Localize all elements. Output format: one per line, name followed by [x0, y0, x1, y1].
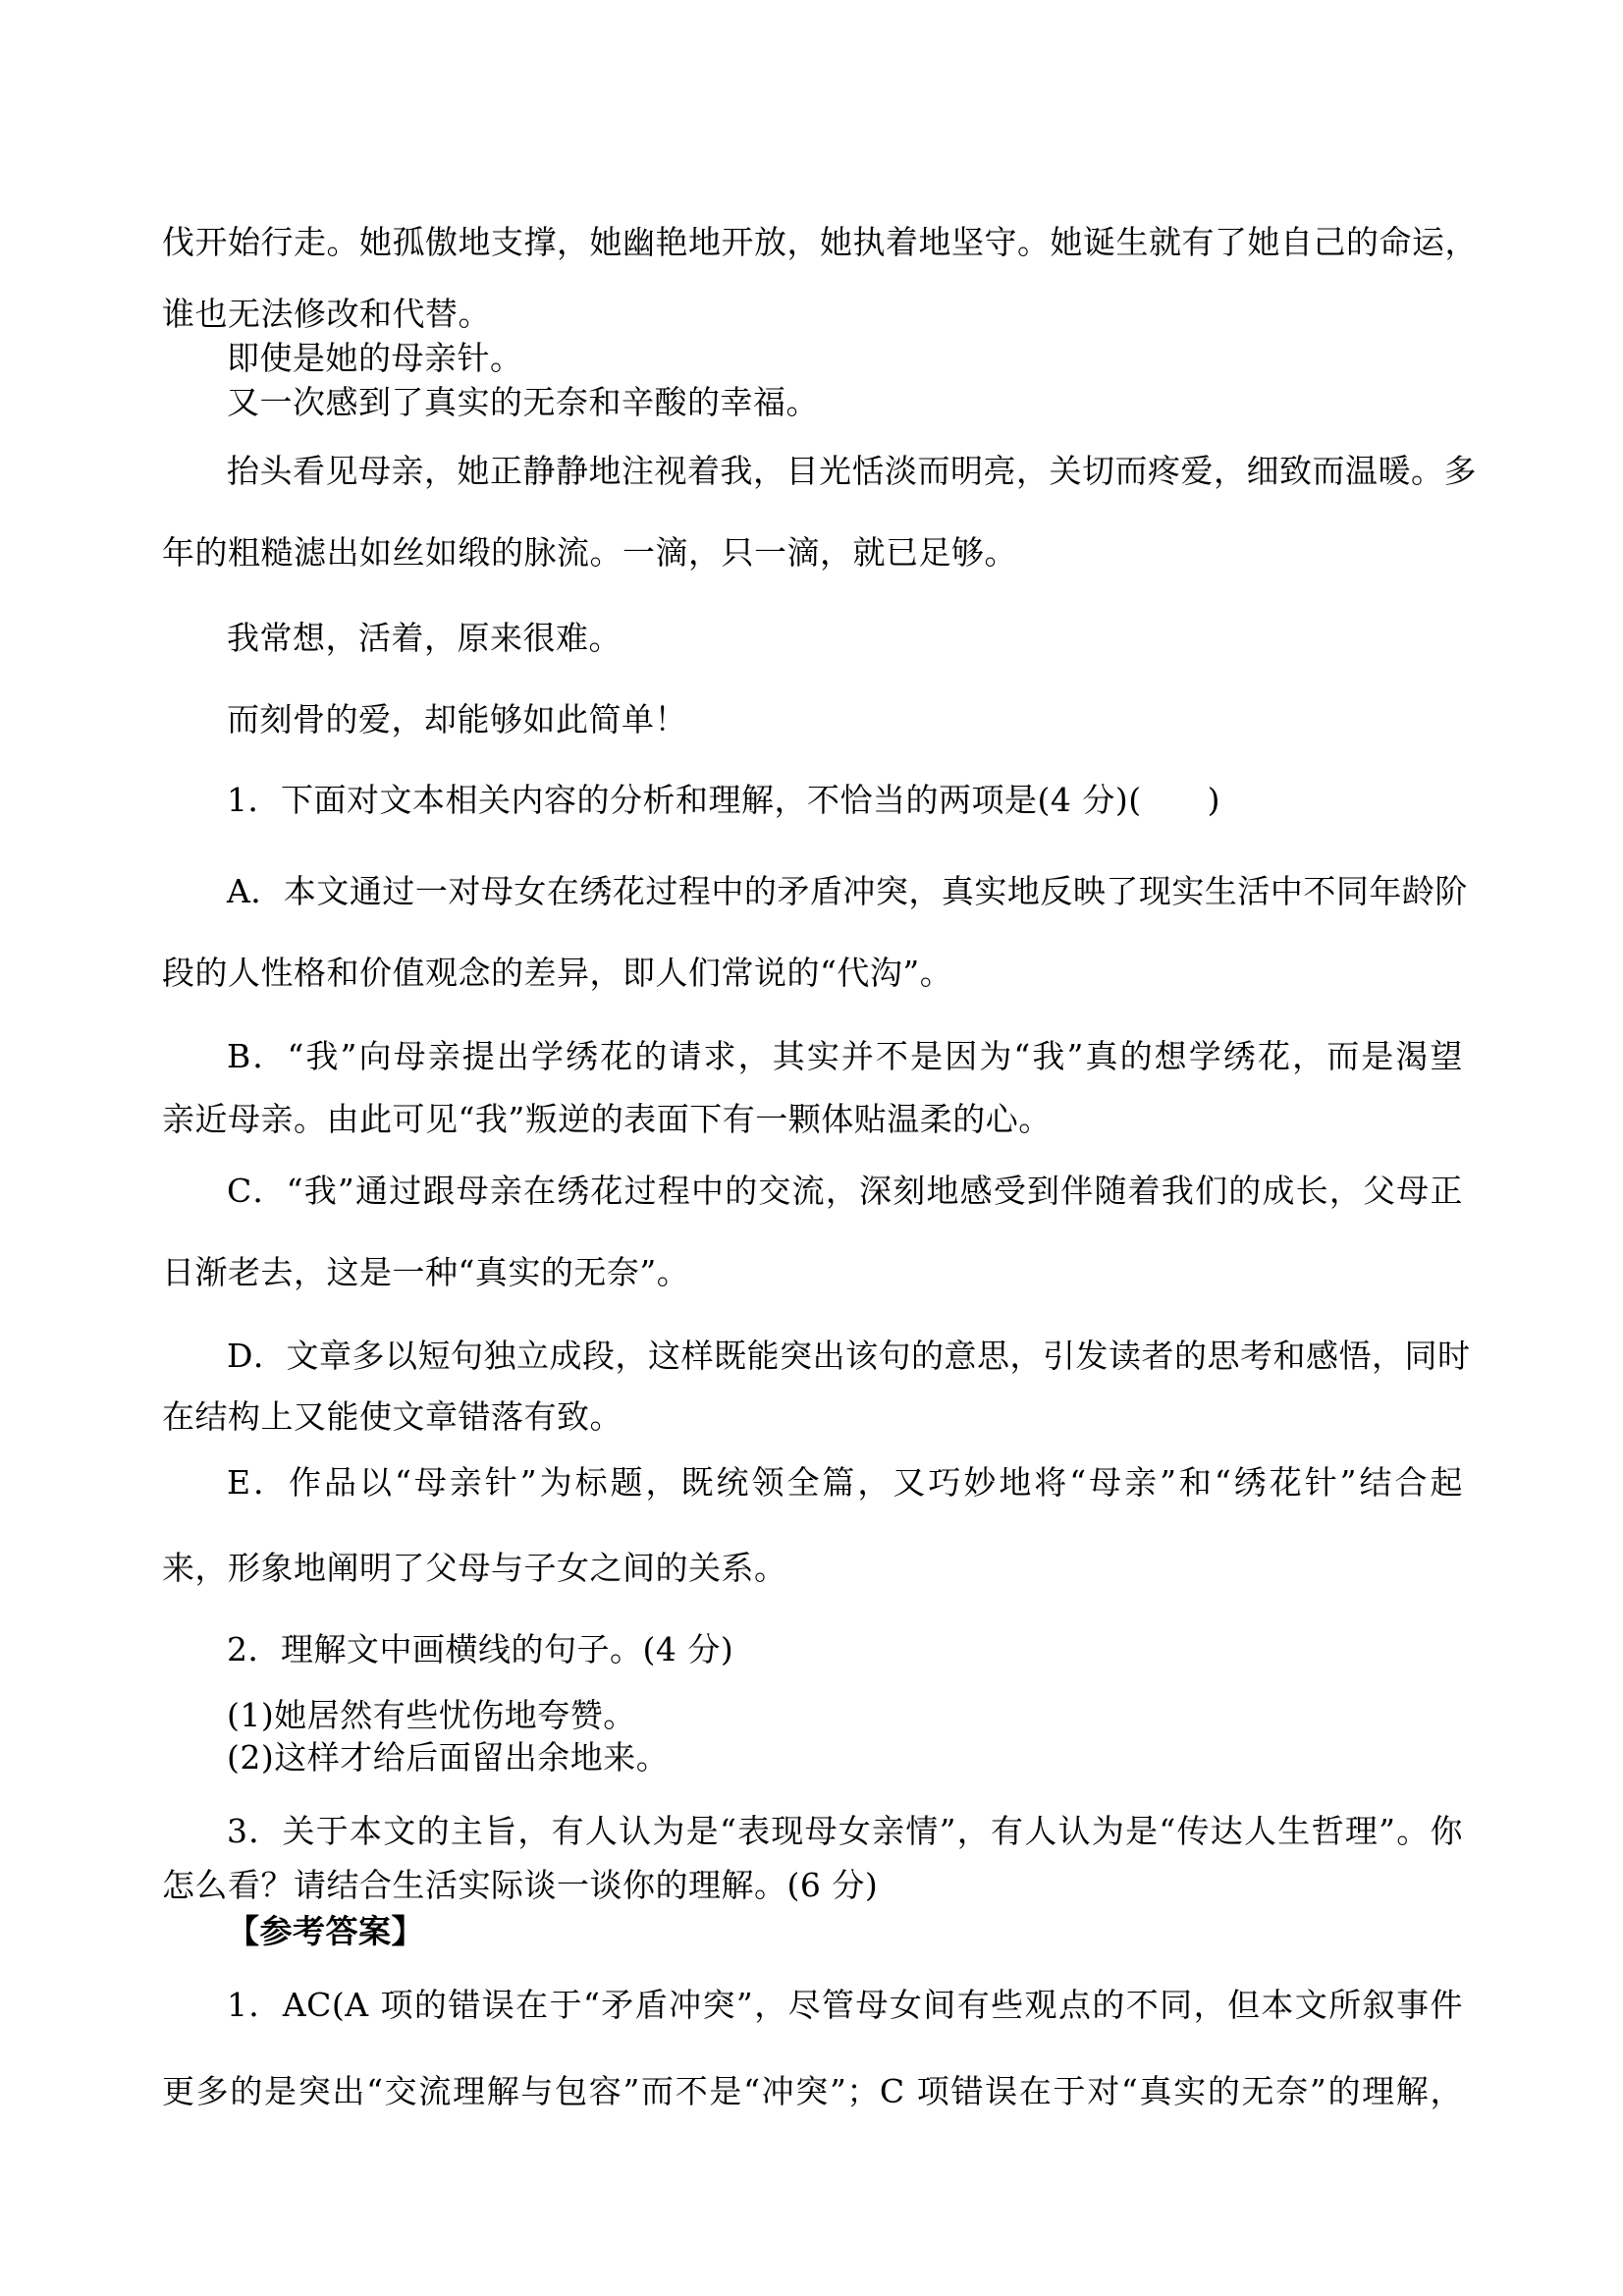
passage-line: 抬头看见母亲，她正静静地注视着我，目光恬淡而明亮，关切而疼爱，细致而温暖。多 — [227, 452, 1477, 490]
option-d-line: D．文章多以短句独立成段，这样既能突出该句的意思，引发读者的思考和感悟，同时 — [227, 1337, 1471, 1375]
option-a-line: 段的人性格和价值观念的差异，即人们常说的“代沟”。 — [162, 954, 953, 992]
passage-line: 谁也无法修改和代替。 — [162, 295, 491, 333]
question-1-stem: 1．下面对文本相关内容的分析和理解，不恰当的两项是(4 分)( ) — [227, 781, 1220, 819]
option-b-line: B．“我”向母亲提出学绣花的请求，其实并不是因为“我”真的想学绣花，而是渴望 — [227, 1037, 1463, 1075]
answer-line: 更多的是突出“交流理解与包容”而不是“冲突”；C 项错误在于对“真实的无奈”的理解， — [162, 2072, 1463, 2110]
question-2-stem: 2．理解文中画横线的句子。(4 分) — [227, 1630, 734, 1668]
sub-question-2: (2)这样才给后面留出余地来。 — [227, 1738, 670, 1777]
option-e-line: 来，形象地阐明了父母与子女之间的关系。 — [162, 1549, 787, 1587]
passage-line: 伐开始行走。她孤傲地支撑，她幽艳地开放，她执着地坚守。她诞生就有了她自己的命运， — [162, 223, 1478, 261]
passage-line: 而刻骨的爱，却能够如此简单！ — [227, 700, 687, 738]
passage-line: 我常想，活着，原来很难。 — [227, 619, 622, 657]
answer-key-heading: 【参考答案】 — [227, 1912, 424, 1950]
question-3-stem-line: 3．关于本文的主旨，有人认为是“表现母女亲情”，有人认为是“传达人生哲理”。你 — [227, 1812, 1463, 1850]
option-b-line: 亲近母亲。由此可见“我”叛逆的表面下有一颗体贴温柔的心。 — [162, 1100, 1052, 1138]
question-1 — [162, 780, 1471, 1588]
question-2 — [162, 1629, 1463, 1777]
question-3 — [162, 1811, 1463, 1905]
option-a-line: A．本文通过一对母女在绣花过程中的矛盾冲突，真实地反映了现实生活中不同年龄阶 — [227, 872, 1468, 910]
option-e-line: E．作品以“母亲针”为标题，既统领全篇，又巧妙地将“母亲”和“绣花针”结合起 — [227, 1463, 1463, 1502]
answer-key — [162, 1911, 1463, 2111]
passage-line: 年的粗糙滤出如丝如缎的脉流。一滴，只一滴，就已足够。 — [162, 533, 1017, 572]
passage — [162, 222, 1478, 739]
option-d-line: 在结构上又能使文章错落有致。 — [162, 1397, 622, 1436]
answer-line: 1．AC(A 项的错误在于“矛盾冲突”，尽管母女间有些观点的不同，但本文所叙事件 — [227, 1986, 1463, 2024]
option-c-line: C．“我”通过跟母亲在绣花过程中的交流，深刻地感受到伴随着我们的成长，父母正 — [227, 1172, 1463, 1210]
option-c-line: 日渐老去，这是一种“真实的无奈”。 — [162, 1253, 690, 1291]
question-3-stem-line: 怎么看？请结合生活实际谈一谈你的理解。(6 分) — [162, 1866, 879, 1904]
passage-line: 又一次感到了真实的无奈和辛酸的幸福。 — [227, 383, 819, 421]
passage-line: 即使是她的母亲针。 — [227, 339, 523, 377]
sub-question-1: (1)她居然有些忧伤地夸赞。 — [227, 1696, 636, 1734]
